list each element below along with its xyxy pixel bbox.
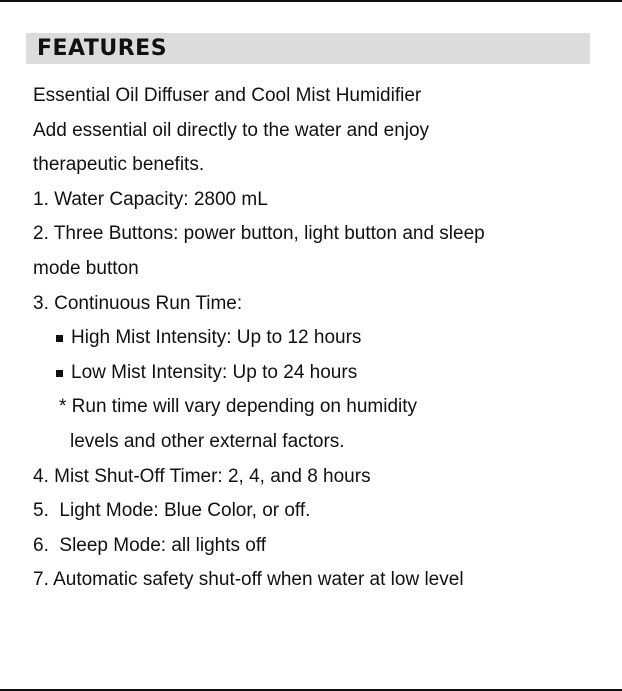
feature-item-run-time: 3. Continuous Run Time:	[33, 292, 243, 314]
feature-item-buttons: 2. Three Buttons: power button, light button and sleep	[33, 223, 485, 245]
section-title: FEATURES	[37, 36, 168, 61]
intro-line: Add essential oil directly to the water and enjoy	[33, 119, 430, 141]
section-header	[26, 33, 590, 64]
intro-line: therapeutic benefits.	[33, 154, 205, 176]
feature-item-buttons-continued: mode button	[33, 257, 139, 279]
bullet-item-low-mist	[33, 356, 608, 391]
feature-item-shutoff-timer: 4. Mist Shut-Off Timer: 2, 4, and 8 hours	[33, 465, 371, 487]
features-list	[33, 79, 608, 598]
bullet-text: High Mist Intensity: Up to 12 hours	[71, 327, 362, 349]
square-bullet-icon	[56, 335, 63, 342]
feature-item-sleep-mode: 6. Sleep Mode: all lights off	[33, 534, 267, 556]
bullet-text: Low Mist Intensity: Up to 24 hours	[71, 361, 358, 383]
intro-line: Essential Oil Diffuser and Cool Mist Humidifier	[33, 85, 422, 106]
bullet-item-high-mist	[33, 321, 608, 356]
feature-item-water-capacity: 1. Water Capacity: 2800 mL	[33, 188, 268, 210]
feature-item-safety-shutoff: 7. Automatic safety shut-off when water at low level	[33, 569, 464, 591]
square-bullet-icon	[56, 370, 63, 377]
run-time-note: * Run time will vary depending on humidity	[59, 396, 418, 418]
feature-item-light-mode: 5. Light Mode: Blue Color, or off.	[33, 500, 311, 522]
top-divider	[0, 0, 622, 2]
run-time-note-continued: levels and other external factors.	[70, 430, 345, 452]
